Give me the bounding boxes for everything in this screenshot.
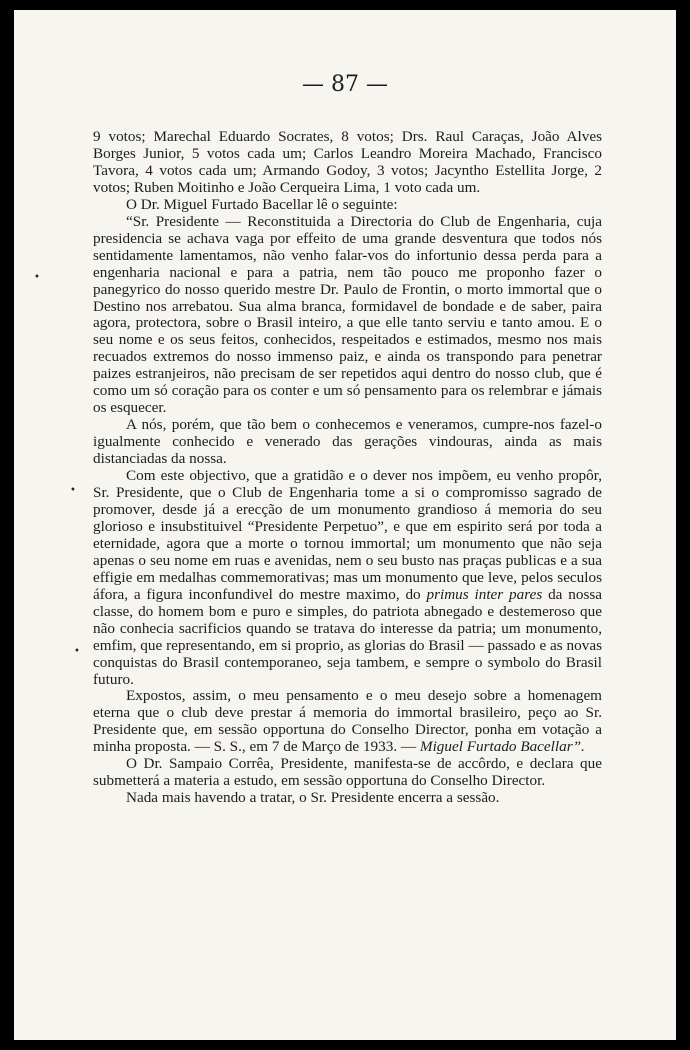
- paragraph-speech-duty: A nós, porém, que tão bem o conhecemos e veneramos, cumpre-nos fazel-o igualmente conhecido e venerado das gerações vindouras, ainda as mais distanciadas da nossa.: [93, 416, 602, 468]
- margin-mark: •: [34, 272, 40, 283]
- monument-text-continued: da nossa classe, do homem bom e puro e simples, do patriota abnegado e destemeroso que não conhecia sacrificios quando se tratava do interesse da patria; um monumento, emfim, que representando, em si proprio, as glorias do Brasil — passado e as novas conquistas do Brasil contemporaneo, seja tambem, e sempre o symbolo do Brasil futuro.: [93, 585, 602, 688]
- paragraph-speech-closing: [93, 688, 602, 756]
- page-number: — 87 —: [302, 72, 388, 97]
- paragraph-speech-monument: [93, 468, 602, 688]
- margin-mark: •: [70, 485, 76, 496]
- body-text: [93, 129, 602, 807]
- document-page: [14, 10, 676, 1040]
- paragraph-reading-intro: O Dr. Miguel Furtado Bacellar lê o seguinte:: [126, 195, 398, 213]
- paragraph-session-close: Nada mais havendo a tratar, o Sr. Presidente encerra a sessão.: [126, 789, 500, 807]
- paragraph-president-response: O Dr. Sampaio Corrêa, Presidente, manifesta-se de accôrdo, e declara que submetterá a materia a estudo, em sessão opportuna do Conselho Director.: [93, 755, 602, 790]
- margin-mark: •: [74, 646, 80, 657]
- monument-text: Com este objectivo, que a gratidão e o dever nos impõem, eu venho propôr, Sr. Presidente, que o Club de Engenharia tome a si o compromisso sagrado de promover, desde já a erecção de um monumento grandioso á memoria do seu glorioso e insubstituivel “Presidente Perpetuo”, e que em espirito será por toda a eternidade, agora que a morte o tornou immortal; um monumento que não seja apenas o seu nome em ruas e avenidas, nem o seu busto nas praças publicas e a sua effigie em medalhas commemorativas; mas um monumento que leve, pelos seculos áfora, a figura inconfundivel do mestre maximo, do: [93, 467, 602, 603]
- paragraph-vote-results: 9 votos; Marechal Eduardo Socrates, 8 votos; Drs. Raul Caraças, João Alves Borges Junior, 5 votos cada um; Carlos Leandro Moreira Machado, Francisco Tavora, 4 votos cada um; Armando Godoy, 3 votos; Jacyntho Estellita Jorge, 2 votos; Ruben Moitinho e João Cerqueira Lima, 1 voto cada um.: [93, 128, 602, 196]
- signature: Miguel Furtado Bacellar”.: [419, 738, 585, 756]
- paragraph-speech-opening: “Sr. Presidente — Reconstituida a Directoria do Club de Engenharia, cuja presidencia se achava vaga por effeito de uma grande desventura que todos nós sentidamente lamentamos, não venho falar-vos do infortunio dessa perda para a engenharia nacional e para a patria, nem tão pouco me proponho fazer o panegyrico do nosso querido mestre Dr. Paulo de Frontin, o morto immortal que o Destino nos arrebatou. Sua alma branca, formidavel de bondade e de saber, paira agora, protectora, sobre o Brasil inteiro, a que elle tanto serviu e tanto amou. E o seu nome e os seus feitos, conhecidos, respeitados e estimados, mesmo nos mais recuados extremos do nosso immenso paiz, e ainda os transpondo para penetrar paizes estranjeiros, não precisam de ser repetidos aqui dentro do nosso club, que é como um só coração para os conter e um só pensamento para os relembrar e jámais os esquecer.: [93, 212, 602, 417]
- closing-text: Expostos, assim, o meu pensamento e o meu desejo sobre a homenagem eterna que o club deve prestar á memoria do immortal brasileiro, peço ao Sr. Presidente que, em sessão opportuna do Conselho Director, ponha em votação a minha proposta. — S. S., em 7 de Março de 1933. —: [93, 687, 602, 756]
- latin-phrase: primus inter pares: [426, 585, 543, 603]
